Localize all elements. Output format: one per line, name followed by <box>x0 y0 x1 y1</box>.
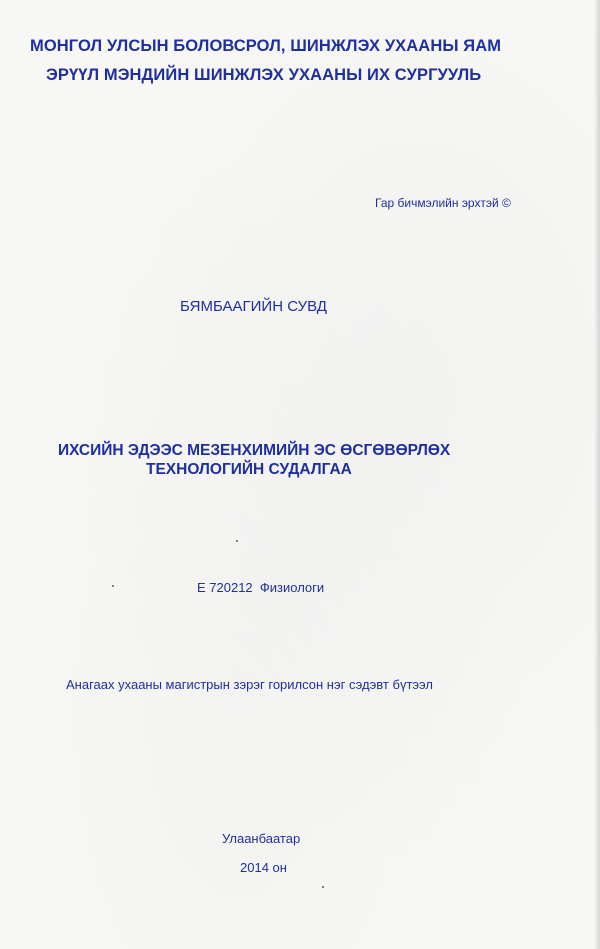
copyright-notice: Гар бичмэлийн эрхтэй © <box>375 196 511 210</box>
university-heading: ЭРҮҮЛ МЭНДИЙН ШИНЖЛЭХ УХААНЫ ИХ СУРГУУЛЬ <box>46 66 482 84</box>
scan-speck <box>112 585 114 587</box>
scan-speck <box>236 540 238 542</box>
specialty-code: Е 720212 Физиологи <box>197 580 325 595</box>
page-edge-shadow <box>594 0 600 949</box>
degree-statement: Анагаах ухааны магистрын зэрэг горилсон нэг сэдэвт бүтээл <box>66 677 433 692</box>
thesis-title-line-1: ИХСИЙН ЭДЭЭС МЕЗЕНХИМИЙН ЭС ӨСГӨВӨРЛӨХ <box>58 442 451 459</box>
author-name: БЯМБААГИЙН СУВД <box>180 298 327 315</box>
ministry-heading: МОНГОЛ УЛСЫН БОЛОВСРОЛ, ШИНЖЛЭХ УХААНЫ ЯАМ <box>30 37 502 55</box>
publication-year: 2014 он <box>240 860 287 875</box>
scan-speck <box>322 886 324 888</box>
thesis-title-line-2: ТЕХНОЛОГИЙН СУДАЛГАА <box>146 461 352 478</box>
place-of-publication: Улаанбаатар <box>222 831 301 846</box>
